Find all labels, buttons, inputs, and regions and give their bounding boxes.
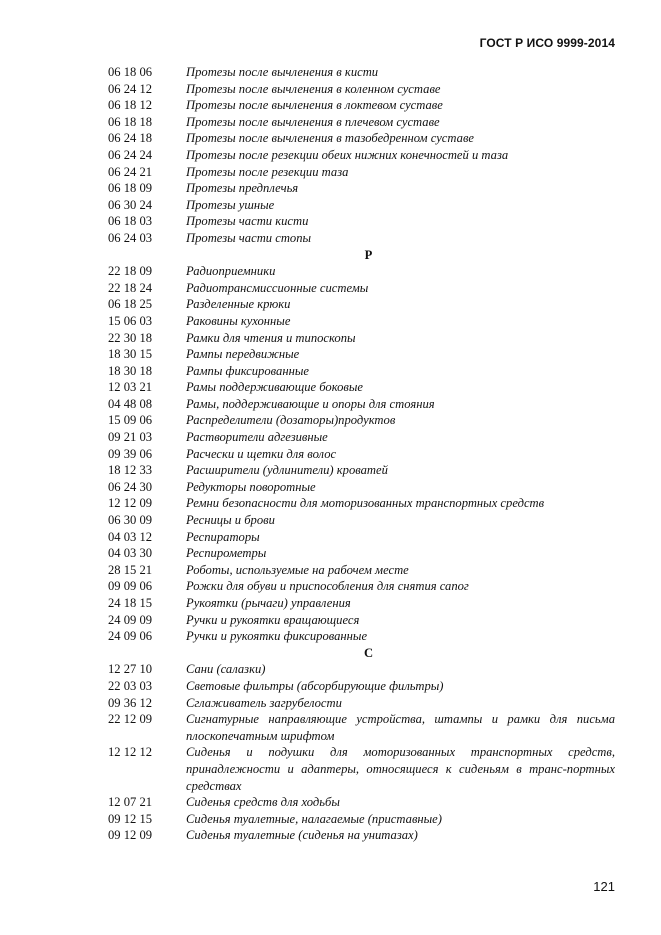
- entry-code: 06 24 30: [108, 479, 153, 494]
- index-entry: [108, 578, 615, 595]
- index-entry: [108, 711, 615, 744]
- entry-code: 06 24 03: [108, 230, 153, 245]
- index-entry: [108, 446, 615, 463]
- index-entry: [108, 280, 615, 297]
- entry-code: 09 36 12: [108, 695, 153, 710]
- index-entry: [108, 794, 615, 811]
- entry-description: Расширители (удлинители) кроватей: [186, 463, 388, 478]
- entry-code: 12 12 12: [108, 745, 153, 760]
- entry-description: Радиотрансмиссионные системы: [186, 280, 369, 295]
- entry-code: 04 03 30: [108, 546, 153, 561]
- index-entry: [108, 230, 615, 247]
- entry-description: Рожки для обуви и приспособления для снятия сапог: [186, 579, 469, 594]
- entry-code: 12 03 21: [108, 380, 153, 395]
- entry-description: Распределители (дозаторы)продуктов: [186, 413, 396, 428]
- entry-description: Респирометры: [186, 546, 267, 561]
- entry-code: 24 09 06: [108, 629, 153, 644]
- entry-description: Радиоприемники: [186, 264, 276, 279]
- entry-code: 15 09 06: [108, 413, 153, 428]
- entry-code: 09 12 15: [108, 811, 153, 826]
- index-list: [108, 64, 615, 844]
- entry-code: 06 30 09: [108, 513, 153, 528]
- index-entry: [108, 479, 615, 496]
- index-entry: [108, 595, 615, 612]
- entry-code: 06 18 06: [108, 65, 153, 79]
- entry-description: Протезы ушные: [186, 197, 275, 212]
- index-entry: [108, 313, 615, 330]
- index-entry: [108, 628, 615, 645]
- index-entry: [108, 114, 615, 131]
- entry-description: Рамки для чтения и типоскопы: [186, 330, 356, 345]
- entry-description: Разделенные крюки: [186, 297, 291, 312]
- entry-code: 09 12 09: [108, 828, 153, 843]
- index-entry: [108, 130, 615, 147]
- entry-code: 04 48 08: [108, 396, 153, 411]
- entry-code: 22 30 18: [108, 330, 153, 345]
- index-entry: [108, 827, 615, 844]
- section-letter: Р: [364, 247, 373, 262]
- entry-code: 09 21 03: [108, 430, 153, 445]
- entry-code: 09 09 06: [108, 579, 153, 594]
- index-entry: [108, 164, 615, 181]
- entry-code: 24 18 15: [108, 596, 153, 610]
- entry-code: 04 03 12: [108, 529, 153, 544]
- index-entry: [108, 197, 615, 214]
- entry-description: Протезы после резекции таза: [186, 164, 349, 179]
- entry-description: Сигнатурные направляющие устройства, штампы и рамки для письма плоскопечатным шрифтом: [186, 712, 615, 743]
- entry-code: 12 27 10: [108, 662, 153, 677]
- index-entry: [108, 97, 615, 114]
- entry-description: Протезы после вычленения в коленном суставе: [186, 81, 441, 96]
- entry-code: 22 12 09: [108, 712, 153, 727]
- entry-description: Рукоятки (рычаги) управления: [186, 596, 351, 610]
- index-entry: [108, 512, 615, 529]
- index-entry: [108, 661, 615, 678]
- entry-description: Расчески и щетки для волос: [186, 446, 337, 461]
- entry-description: Протезы части стопы: [186, 230, 312, 245]
- entry-description: Протезы после вычленения в плечевом суставе: [186, 114, 440, 129]
- index-entry: [108, 429, 615, 446]
- entry-description: Раковины кухонные: [186, 313, 291, 328]
- entry-code: 18 12 33: [108, 463, 153, 478]
- entry-code: 06 18 03: [108, 214, 153, 229]
- entry-description: Роботы, используемые на рабочем месте: [186, 562, 409, 577]
- entry-code: 18 30 15: [108, 347, 153, 362]
- entry-description: Ручки и рукоятки фиксированные: [186, 629, 368, 644]
- entry-code: 22 03 03: [108, 678, 153, 693]
- document-header: ГОСТ Р ИСО 9999-2014: [479, 36, 615, 50]
- entry-code: 12 07 21: [108, 795, 153, 810]
- entry-description: Сглаживатель загрубелости: [186, 695, 342, 710]
- index-entry: [108, 695, 615, 712]
- entry-code: 15 06 03: [108, 313, 153, 328]
- page-number: 121: [593, 879, 615, 894]
- entry-description: Протезы части кисти: [186, 214, 309, 229]
- entry-description: Протезы после резекции обеих нижних конечностей и таза: [186, 147, 509, 162]
- entry-description: Протезы после вычленения в локтевом суставе: [186, 98, 443, 113]
- entry-description: Световые фильтры (абсорбирующие фильтры): [186, 678, 444, 693]
- entry-code: 09 39 06: [108, 446, 153, 461]
- section-letter: С: [363, 645, 374, 660]
- entry-code: 24 09 09: [108, 612, 153, 627]
- entry-code: 28 15 21: [108, 562, 153, 577]
- entry-code: 06 30 24: [108, 197, 153, 212]
- entry-description: Рампы передвижные: [186, 347, 300, 362]
- entry-description: Рампы фиксированные: [186, 363, 309, 378]
- index-entry: [108, 562, 615, 579]
- index-entry: [108, 147, 615, 164]
- entry-code: 18 30 18: [108, 363, 153, 378]
- entry-description: Растворители адгезивные: [186, 430, 328, 445]
- index-entry: [108, 495, 615, 512]
- entry-code: 06 18 12: [108, 98, 153, 113]
- entry-description: Сиденья средств для ходьбы: [186, 795, 340, 810]
- entry-description: Ресницы и брови: [186, 513, 275, 528]
- entry-code: 06 24 21: [108, 164, 153, 179]
- index-entry: [108, 213, 615, 230]
- entry-description: Рамы поддерживающие боковые: [186, 380, 363, 395]
- entry-code: 06 18 25: [108, 297, 153, 312]
- entry-description: Протезы после вычленения в кисти: [186, 65, 379, 79]
- entry-code: 06 24 18: [108, 131, 153, 146]
- entry-description: Ремни безопасности для моторизованных транспортных средств: [186, 496, 545, 511]
- index-entry: [108, 296, 615, 313]
- index-entry: [108, 612, 615, 629]
- entry-description: Сиденья туалетные (сиденья на унитазах): [186, 828, 418, 843]
- entry-description: Сиденья туалетные, налагаемые (приставные): [186, 811, 442, 826]
- entry-code: 22 18 09: [108, 264, 153, 279]
- index-entry: [108, 81, 615, 98]
- index-entry: [108, 412, 615, 429]
- index-entry: [108, 396, 615, 413]
- index-entry: [108, 346, 615, 363]
- entry-code: 06 18 09: [108, 181, 153, 196]
- entry-description: Протезы после вычленения в тазобедренном суставе: [186, 131, 474, 146]
- index-entry: [108, 263, 615, 280]
- index-entry: [108, 379, 615, 396]
- entry-description: Рамы, поддерживающие и опоры для стояния: [186, 396, 435, 411]
- entry-code: 06 24 12: [108, 81, 153, 96]
- index-entry: [108, 180, 615, 197]
- index-entry: [108, 678, 615, 695]
- index-entry: [108, 363, 615, 380]
- index-entry: [108, 330, 615, 347]
- index-entry: [108, 462, 615, 479]
- index-entry: [108, 744, 615, 794]
- entry-code: 22 18 24: [108, 280, 153, 295]
- index-entry: [108, 811, 615, 828]
- entry-description: Респираторы: [186, 529, 260, 544]
- index-entry: [108, 64, 615, 81]
- entry-description: Сани (салазки): [186, 662, 266, 677]
- index-entry: [108, 545, 615, 562]
- entry-description: Ручки и рукоятки вращающиеся: [186, 612, 360, 627]
- entry-description: Протезы предплечья: [186, 181, 299, 196]
- entry-code: 06 24 24: [108, 147, 153, 162]
- entry-code: 06 18 18: [108, 114, 153, 129]
- index-entry: [108, 529, 615, 546]
- entry-description: Сиденья и подушки для моторизованных транспортных средств, принадлежности и адаптеры, относящиеся к сиденьям в транс-портных средствах: [186, 745, 615, 793]
- entry-description: Редукторы поворотные: [186, 479, 316, 494]
- entry-code: 12 12 09: [108, 496, 153, 511]
